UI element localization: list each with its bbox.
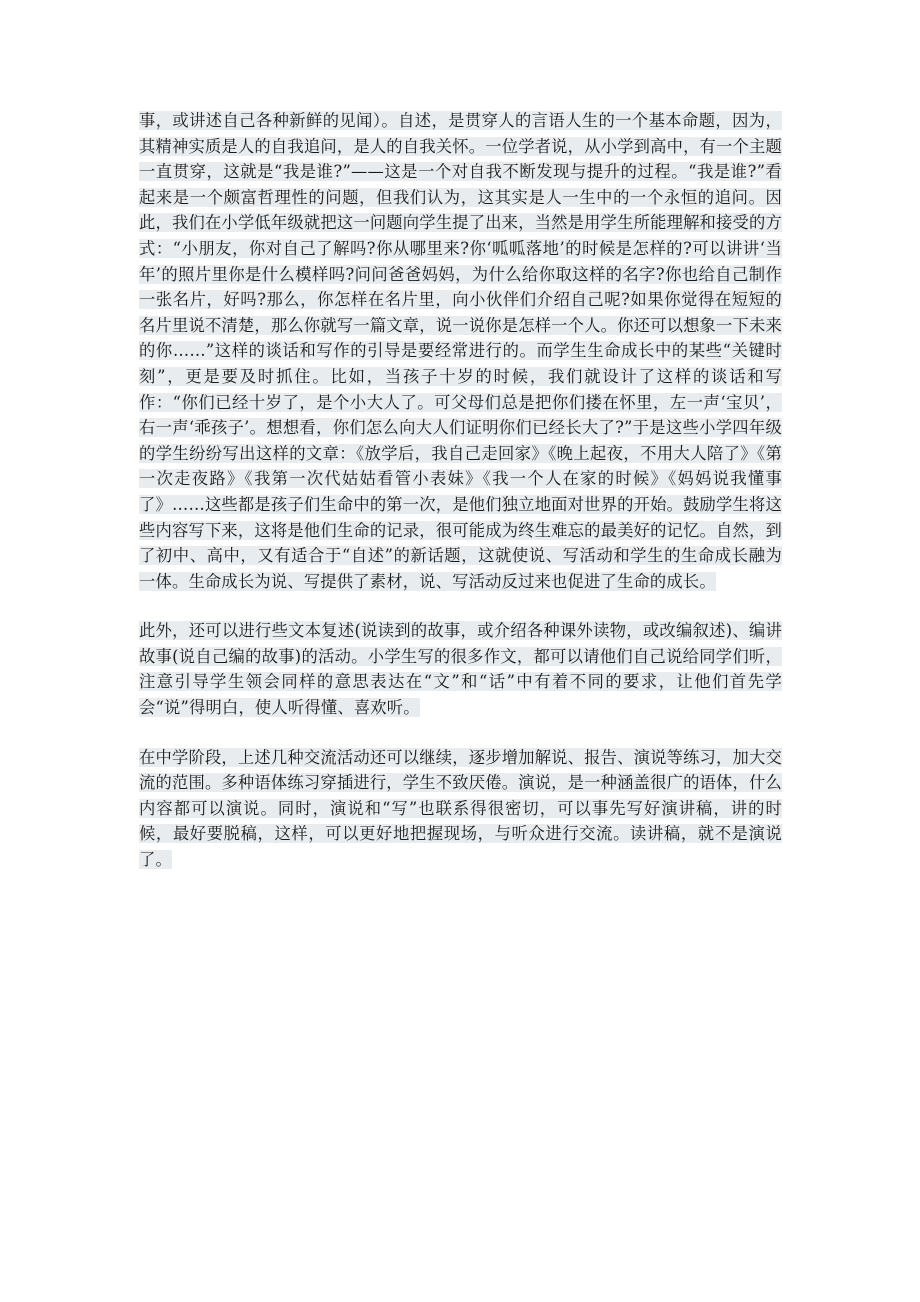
paragraph-middle-school	[139, 745, 782, 873]
paragraph-retelling	[139, 618, 782, 720]
paragraph-self-narration	[139, 108, 782, 594]
paragraph-text: 在中学阶段，上述几种交流活动还可以继续，逐步增加解说、报告、演说等练习，加大交流的范围。多种语体练习穿插进行，学生不致厌倦。演说，是一种涵盖很广的语体，什么内容都可以演说。同时，演说和“写”也联系得很密切，可以事先写好演讲稿，讲的时候，最好要脱稿，这样，可以更好地把握现场，与听众进行交流。读讲稿，就不是演说了。	[139, 747, 782, 870]
document-page	[139, 108, 782, 873]
paragraph-text: 事，或讲述自己各种新鲜的见闻）。自述，是贯穿人的言语人生的一个基本命题，因为，其精神实质是人的自我追问，是人的自我关怀。一位学者说，从小学到高中，有一个主题一直贯穿，这就是“我是谁?”——这是一个对自我不断发现与提升的过程。“我是谁?”看起来是一个颇富哲理性的问题，但我们认为，这其实是人一生中的一个永恒的追问。因此，我们在小学低年级就把这一问题向学生提了出来，当然是用学生所能理解和接受的方式：“小朋友，你对自己了解吗?你从哪里来?你‘呱呱落地’的时候是怎样的?可以讲讲‘当年’的照片里你是什么模样吗?问问爸爸妈妈，为什么给你取这样的名字?你也给自己制作一张名片，好吗?那么，你怎样在名片里，向小伙伴们介绍自己呢?如果你觉得在短短的名片里说不清楚，那么你就写一篇文章，说一说你是怎样一个人。你还可以想象一下未来的你……”这样的谈话和写作的引导是要经常进行的。而学生生命成长中的某些“关键时刻”，更是要及时抓住。比如，当孩子十岁的时候，我们就设计了这样的谈话和写作：“你们已经十岁了，是个小大人了。可父母们总是把你们搂在怀里，左一声‘宝贝’，右一声‘乖孩子’。想想看，你们怎么向大人们证明你们已经长大了?”于是这些小学四年级的学生纷纷写出这样的文章：《放学后，我自己走回家》《晚上起夜，不用大人陪了》《第一次走夜路》《我第一次代姑姑看管小表妹》《我一个人在家的时候》《妈妈说我懂事了》……这些都是孩子们生命中的第一次，是他们独立地面对世界的开始。鼓励学生将这些内容写下来，这将是他们生命的记录，很可能成为终生难忘的最美好的记忆。自然，到了初中、高中，又有适合于“自述”的新话题，这就使说、写活动和学生的生命成长融为一体。生命成长为说、写提供了素材，说、写活动反过来也促进了生命的成长。	[139, 111, 782, 591]
paragraph-text: 此外，还可以进行些文本复述(说读到的故事，或介绍各种课外读物，或改编叙述)、编讲故事(说自己编的故事)的活动。小学生写的很多作文，都可以请他们自己说给同学们听，注意引导学生领会同样的意思表达在“文”和“话”中有着不同的要求，让他们首先学会“说”得明白，使人听得懂、喜欢听。	[139, 621, 782, 718]
